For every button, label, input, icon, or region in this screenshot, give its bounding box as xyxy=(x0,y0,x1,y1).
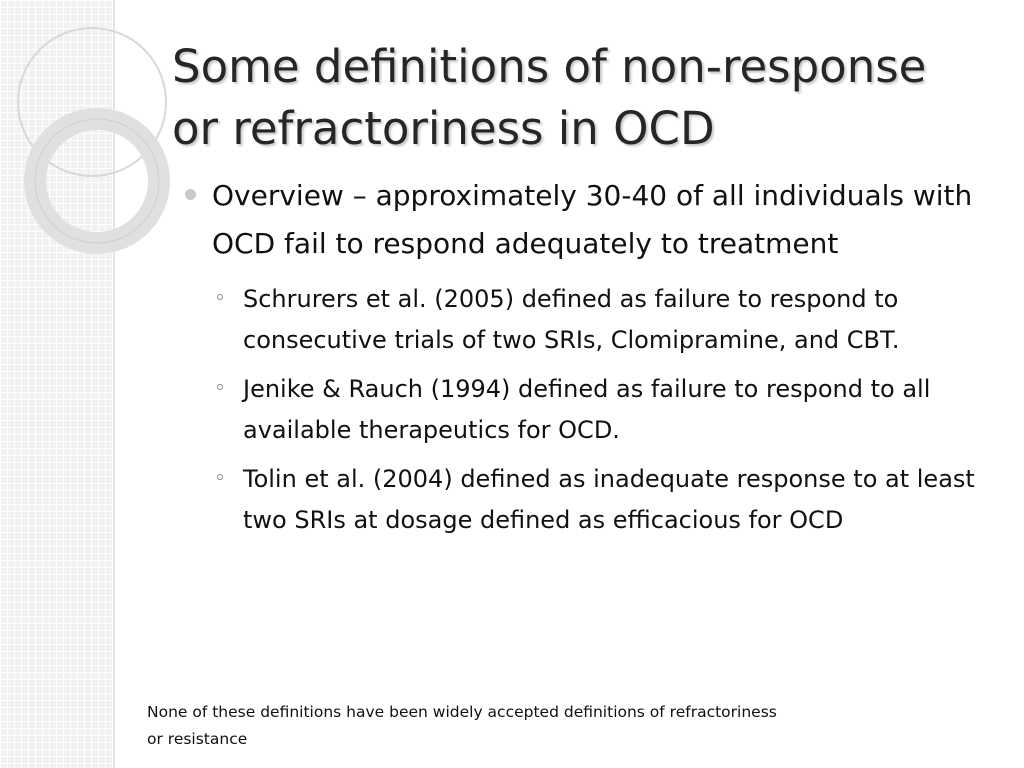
bullet-overview-text: Overview – approximately 30-40 of all individuals with OCD fail to respond adequately to treatment xyxy=(212,179,973,260)
slide-title xyxy=(172,36,992,160)
sub-bullet-text: Jenike & Rauch (1994) defined as failure to respond to all available therapeutics for OCD. xyxy=(243,375,931,444)
footnote: None of these definitions have been widely accepted definitions of refractoriness or resistance xyxy=(147,703,777,748)
sub-bullet-tolin xyxy=(213,459,1000,541)
bullet-dot-icon xyxy=(185,189,196,200)
sub-bullet-ring-icon xyxy=(217,384,223,390)
sub-bullet-list xyxy=(185,279,1000,541)
sub-bullet-ring-icon xyxy=(217,474,223,480)
slide-title-line-1: Some definitions of non-response xyxy=(172,40,927,93)
slide-title-line-2: or refractoriness in OCD xyxy=(172,102,715,155)
sub-bullet-schrurers xyxy=(213,279,1000,361)
slide-content xyxy=(185,172,1000,549)
sub-bullet-ring-icon xyxy=(217,294,223,300)
sub-bullet-text: Schrurers et al. (2005) defined as failure to respond to consecutive trials of two SRIs, Clomipramine, and CBT. xyxy=(243,285,900,354)
sub-bullet-jenike xyxy=(213,369,1000,451)
decorative-ring-thick xyxy=(35,119,159,243)
sub-bullet-text: Tolin et al. (2004) defined as inadequate response to at least two SRIs at dosage defined as efficacious for OCD xyxy=(243,465,975,534)
decorative-rings xyxy=(0,0,180,290)
bullet-overview xyxy=(185,172,1000,268)
